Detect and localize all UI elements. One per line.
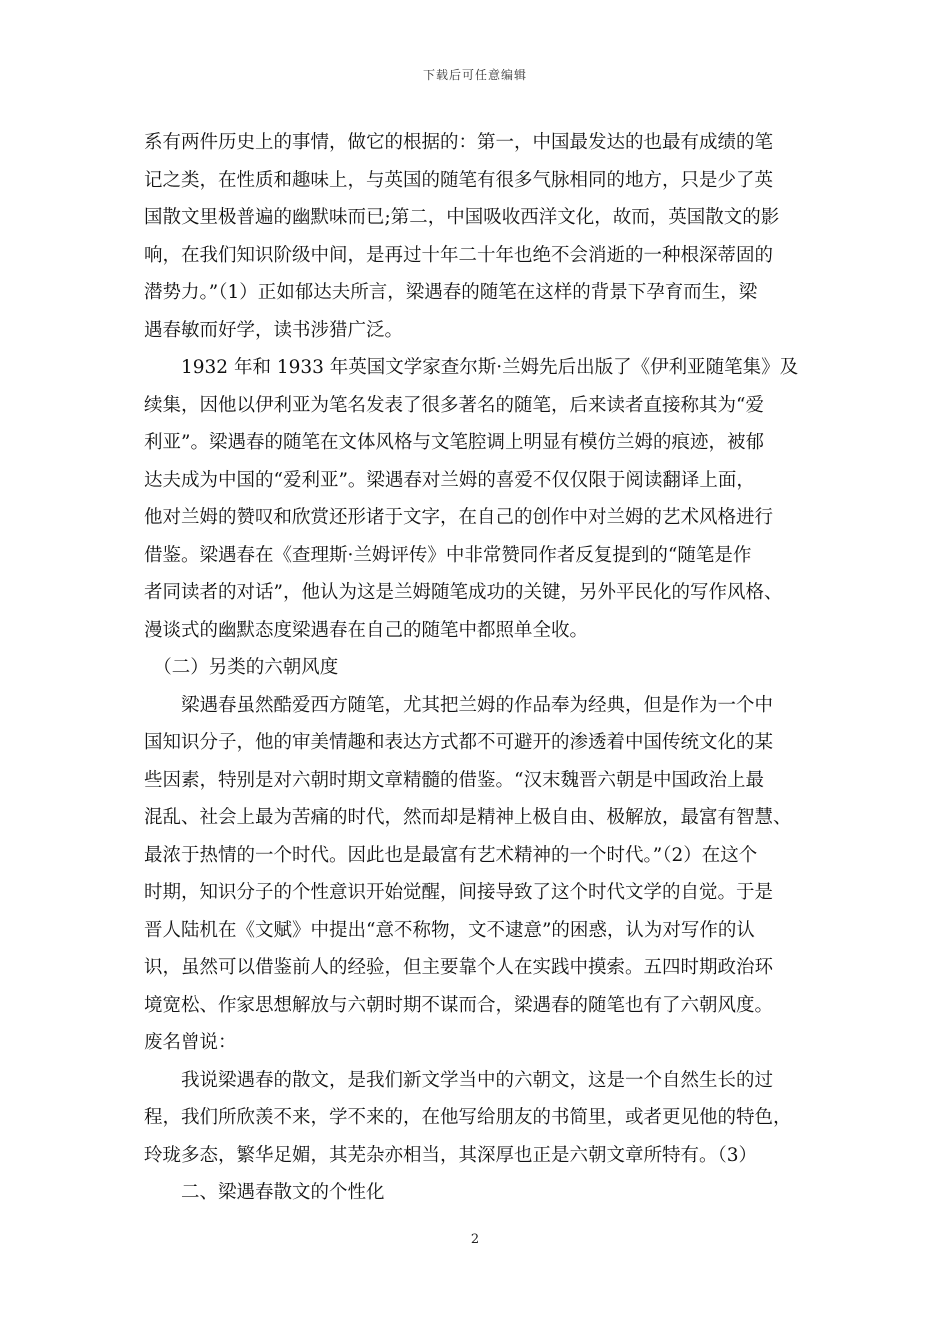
text-line: 最浓于热情的一个时代。因此也是最富有艺术精神的一个时代。”（2）在这个 xyxy=(144,844,758,866)
text-line: 国知识分子，他的审美情趣和表达方式都不可避开的渗透着中国传统文化的某 xyxy=(144,732,774,753)
text-line: 1932 年和 1933 年英国文学家查尔斯·兰姆先后出版了《伊利亚随笔集》及 xyxy=(144,357,799,378)
text-line: 梁遇春虽然酷爱西方随笔，尤其把兰姆的作品奉为经典，但是作为一个中 xyxy=(144,694,774,716)
text-line: 废名曾说： xyxy=(144,1032,237,1053)
text-line: 境宽松、作家思想解放与六朝时期不谋而合，梁遇春的随笔也有了六朝风度。 xyxy=(144,994,774,1016)
text-line: 记之类，在性质和趣味上，与英国的随笔有很多气脉相同的地方，只是少了英 xyxy=(144,169,774,191)
quote-line: 程，我们所欣羡不来，学不来的，在他写给朋友的书简里，或者更见他的特色， xyxy=(144,1107,792,1128)
text-line: 遇春敏而好学，读书涉猎广泛。 xyxy=(144,319,404,341)
text-line: 他对兰姆的赞叹和欣赏还形诸于文字，在自己的创作中对兰姆的艺术风格进行 xyxy=(144,507,774,528)
text-line: 借鉴。梁遇春在《查理斯·兰姆评传》中非常赞同作者反复提到的“随笔是作 xyxy=(144,544,752,566)
text-line: 者同读者的对话”，他认为这是兰姆随笔成功的关键，另外平民化的写作风格、 xyxy=(144,582,783,603)
quote-line: 我说梁遇春的散文，是我们新文学当中的六朝文，这是一个自然生长的过 xyxy=(144,1069,774,1091)
text-line: 些因素，特别是对六朝时期文章精髓的借鉴。“汉末魏晋六朝是中国政治上最 xyxy=(144,769,764,791)
text-line: 国散文里极普遍的幽默味而已;第二，中国吸收西洋文化，故而，英国散文的影 xyxy=(144,207,780,228)
text-line: 漫谈式的幽默态度梁遇春在自己的随笔中都照单全收。 xyxy=(144,619,589,641)
text-line: 晋人陆机在《文赋》中提出“意不称物，文不逮意”的困惑，认为对写作的认 xyxy=(144,919,755,941)
text-line: 利亚”。梁遇春的随笔在文体风格与文笔腔调上明显有模仿兰姆的痕迹，被郁 xyxy=(144,432,764,453)
text-line: 续集，因他以伊利亚为笔名发表了很多著名的随笔，后来读者直接称其为“爱 xyxy=(144,394,764,416)
page-number: 2 xyxy=(470,1232,480,1247)
text-line: 响，在我们知识阶级中间，是再过十年二十年也绝不会消逝的一种根深蒂固的 xyxy=(144,244,774,266)
text-line: 混乱、社会上最为苦痛的时代，然而却是精神上极自由、极解放，最富有智慧、 xyxy=(144,807,792,828)
section-heading: 二、梁遇春散文的个性化 xyxy=(144,1182,385,1203)
text-line: 系有两件历史上的事情，做它的根据的：第一，中国最发达的也最有成绩的笔 xyxy=(144,132,774,153)
text-line: 时期，知识分子的个性意识开始觉醒，间接导致了这个时代文学的自觉。于是 xyxy=(144,882,774,903)
text-line: 达夫成为中国的“爱利亚”。梁遇春对兰姆的喜爱不仅仅限于阅读翻译上面， xyxy=(144,469,755,491)
page-header: 下载后可任意编辑 xyxy=(422,68,527,82)
quote-line: 玲珑多态，繁华足媚，其芜杂亦相当，其深厚也正是六朝文章所特有。（3） xyxy=(144,1144,758,1166)
text-line: 识，虽然可以借鉴前人的经验，但主要靠个人在实践中摸索。五四时期政治环 xyxy=(144,957,774,978)
document-body xyxy=(144,124,820,1212)
text-line: 潜势力。”（1）正如郁达夫所言，梁遇春的随笔在这样的背景下孕育而生，梁 xyxy=(144,282,758,303)
section-heading: （二）另类的六朝风度 xyxy=(144,657,339,678)
